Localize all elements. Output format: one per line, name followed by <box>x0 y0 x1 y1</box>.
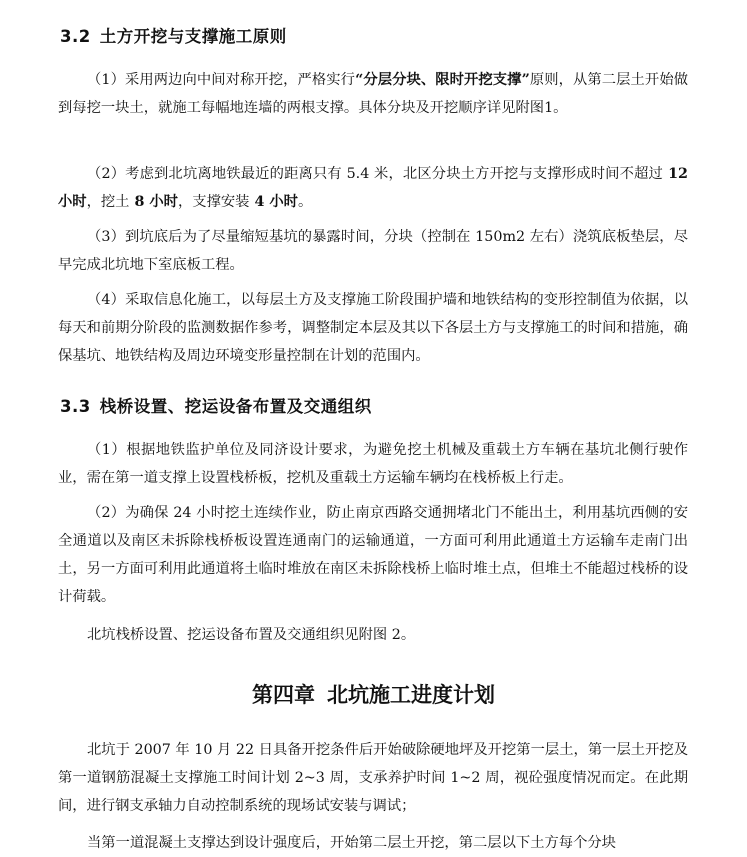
bold-text: 8 小时 <box>129 194 178 210</box>
chapter-4-heading <box>0 682 747 708</box>
chapter-label: 第四章 <box>252 683 315 707</box>
paragraph-4-2: 当第一道混凝土支撑达到设计强度后，开始第二层土开挖，第二层以下土方每个分块 <box>87 835 616 851</box>
section-number: 3.2 <box>60 27 91 46</box>
text-run: （2）考虑到北坑离地铁最近的距离只有 5.4 米，北区分块土方开挖与支撑形成时间不超过 <box>87 166 663 182</box>
text-run: 原则，从第二层土开始做到每挖一块土，就施工每幅地连墙的两根支撑。具体分块及开挖顺序详见附图1。 <box>58 72 688 116</box>
paragraph-3-2-3: （3）到坑底后为了尽量缩短基坑的暴露时间，分块（控制在 150m2 左右）浇筑底板垫层，尽早完成北坑地下室底板工程。 <box>58 229 688 273</box>
paragraph-3-3-1: （1）根据地铁监护单位及同济设计要求，为避免挖土机械及重载土方车辆在基坑北侧行驶作业，需在第一道支撑上设置栈桥板，挖机及重载土方运输车辆均在栈桥板上行走。 <box>58 442 688 486</box>
section-title: 土方开挖与支撑施工原则 <box>99 27 287 46</box>
bold-text: 4 小时 <box>249 194 298 210</box>
paragraph-3-2-1 <box>58 66 688 122</box>
paragraph-4-1: 北坑于 2007 年 10 月 22 日具备开挖条件后开始破除硬地坪及开挖第一层土，第一层土开挖及第一道钢筋混凝土支撑施工时间计划 2~3 周，支承养护时间 1~2 周，视砼强度情况而定。在此期间，进行钢支承轴力自动控制系统的现场试安装与调试； <box>58 742 688 814</box>
section-number: 3.3 <box>60 397 91 416</box>
paragraph-3-3-2: （2）为确保 24 小时挖土连续作业，防止南京西路交通拥堵北门不能出土，利用基坑西侧的安全通道以及南区未拆除栈桥板设置连通南门的运输通道，一方面可利用此通道土方运输车走南门出土，另一方面可利用此通道将土临时堆放在南区未拆除栈桥上临时堆土点，但堆土不能超过栈桥的设计荷载。 <box>58 505 688 605</box>
text-run: 。 <box>297 194 313 210</box>
bold-text: “分层分块、限时开挖支撑” <box>355 72 530 88</box>
section-title: 栈桥设置、挖运设备布置及交通组织 <box>99 397 372 416</box>
paragraph-3-3-3: 北坑栈桥设置、挖运设备布置及交通组织见附图 2。 <box>87 627 416 643</box>
section-3-2-heading <box>60 27 287 47</box>
text-run: ，支撑安装 <box>177 194 250 210</box>
paragraph-3-2-4: （4）采取信息化施工，以每层土方及支撑施工阶段围护墙和地铁结构的变形控制值为依据，以每天和前期分阶段的监测数据作参考，调整制定本层及其以下各层土方与支撑施工的时间和措施，确保基坑、地铁结构及周边环境变形量控制在计划的范围内。 <box>58 292 688 364</box>
text-run: （1）采用两边向中间对称开挖，严格实行 <box>87 72 356 88</box>
paragraph-3-2-2 <box>58 160 688 216</box>
text-run: ，挖土 <box>86 194 130 210</box>
section-3-3-heading <box>60 397 372 417</box>
bold-text: 12 小时 <box>58 166 689 210</box>
chapter-title: 北坑施工进度计划 <box>327 683 495 707</box>
